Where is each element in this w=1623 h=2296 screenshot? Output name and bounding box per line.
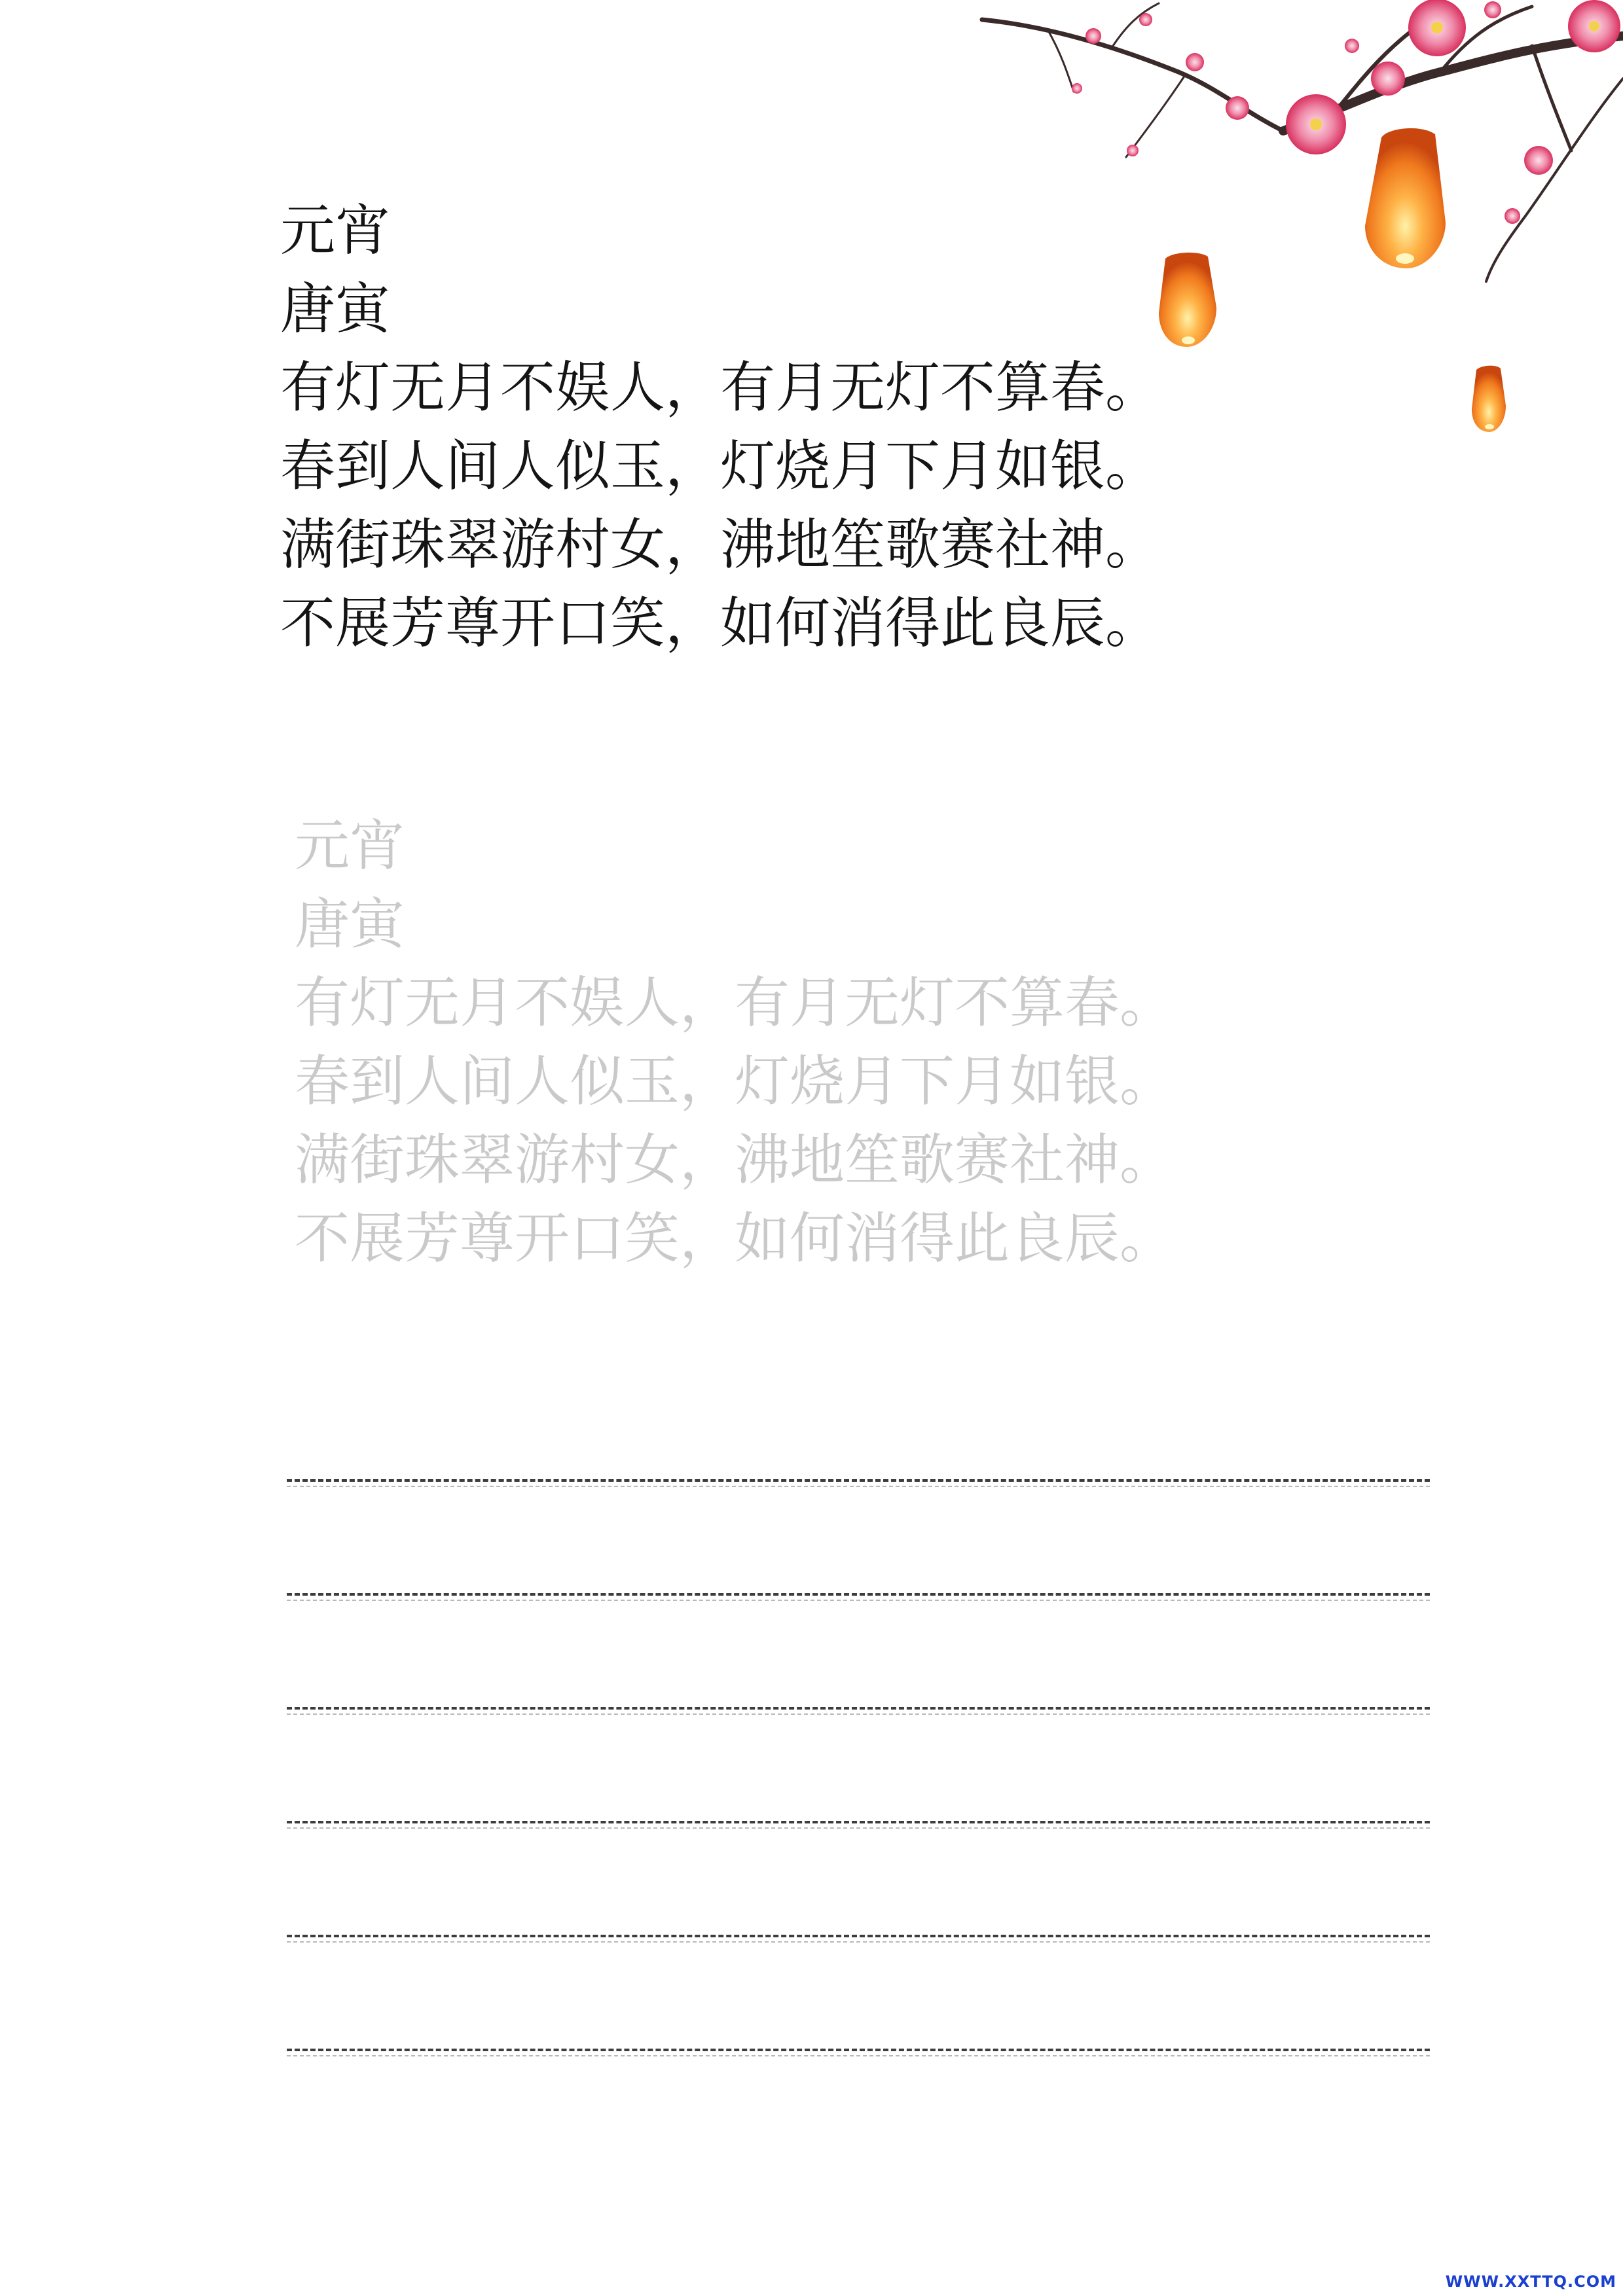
trace-author: 唐寅	[295, 892, 405, 956]
poem-line: 春到人间人似玉，灯烧月下月如银。	[280, 434, 1161, 498]
practice-line	[287, 2049, 1430, 2051]
plum-blossom-icon	[1127, 145, 1139, 156]
plum-blossom-icon	[1504, 208, 1520, 224]
plum-blossom-icon	[1085, 28, 1101, 44]
poem-line: 满街珠翠游村女，沸地笙歌赛社神。	[280, 512, 1161, 577]
practice-line	[287, 1707, 1430, 1710]
plum-blossom-icon	[1226, 96, 1249, 120]
site-watermark: WWW.XXTTQ.COM	[1445, 2272, 1616, 2291]
trace-line: 满街珠翠游村女，沸地笙歌赛社神。	[295, 1128, 1175, 1192]
plum-blossom-icon	[1139, 13, 1152, 26]
blossoms	[1072, 0, 1620, 224]
sky-lantern-icon	[1365, 128, 1446, 268]
poem-line: 不展芳尊开口笑，如何消得此良辰。	[280, 591, 1161, 655]
poem-title: 元宵	[280, 198, 391, 262]
practice-line	[287, 1593, 1430, 1596]
plum-blossom-icon	[1072, 83, 1082, 94]
plum-blossom-icon	[1345, 39, 1359, 53]
poem-author: 唐寅	[280, 277, 391, 341]
practice-line	[287, 1479, 1430, 1482]
plum-blossom-icon	[1484, 1, 1501, 18]
plum-blossom-icon	[1371, 62, 1405, 96]
poem-tracing	[295, 806, 1175, 1278]
practice-area	[287, 1479, 1430, 2162]
plum-blossom-icon	[1186, 53, 1204, 71]
trace-line: 不展芳尊开口笑，如何消得此良辰。	[295, 1206, 1175, 1270]
trace-title: 元宵	[295, 814, 405, 878]
poem-line: 有灯无月不娱人，有月无灯不算春。	[280, 355, 1161, 420]
plum-blossom-icon	[1524, 146, 1553, 175]
trace-line: 春到人间人似玉，灯烧月下月如银。	[295, 1049, 1175, 1113]
trace-line: 有灯无月不娱人，有月无灯不算春。	[295, 971, 1175, 1035]
practice-line	[287, 1935, 1430, 1937]
practice-line	[287, 1821, 1430, 1823]
sky-lantern-icon	[1472, 366, 1506, 432]
poem-model	[280, 191, 1160, 662]
sky-lantern-icon	[1159, 253, 1216, 347]
